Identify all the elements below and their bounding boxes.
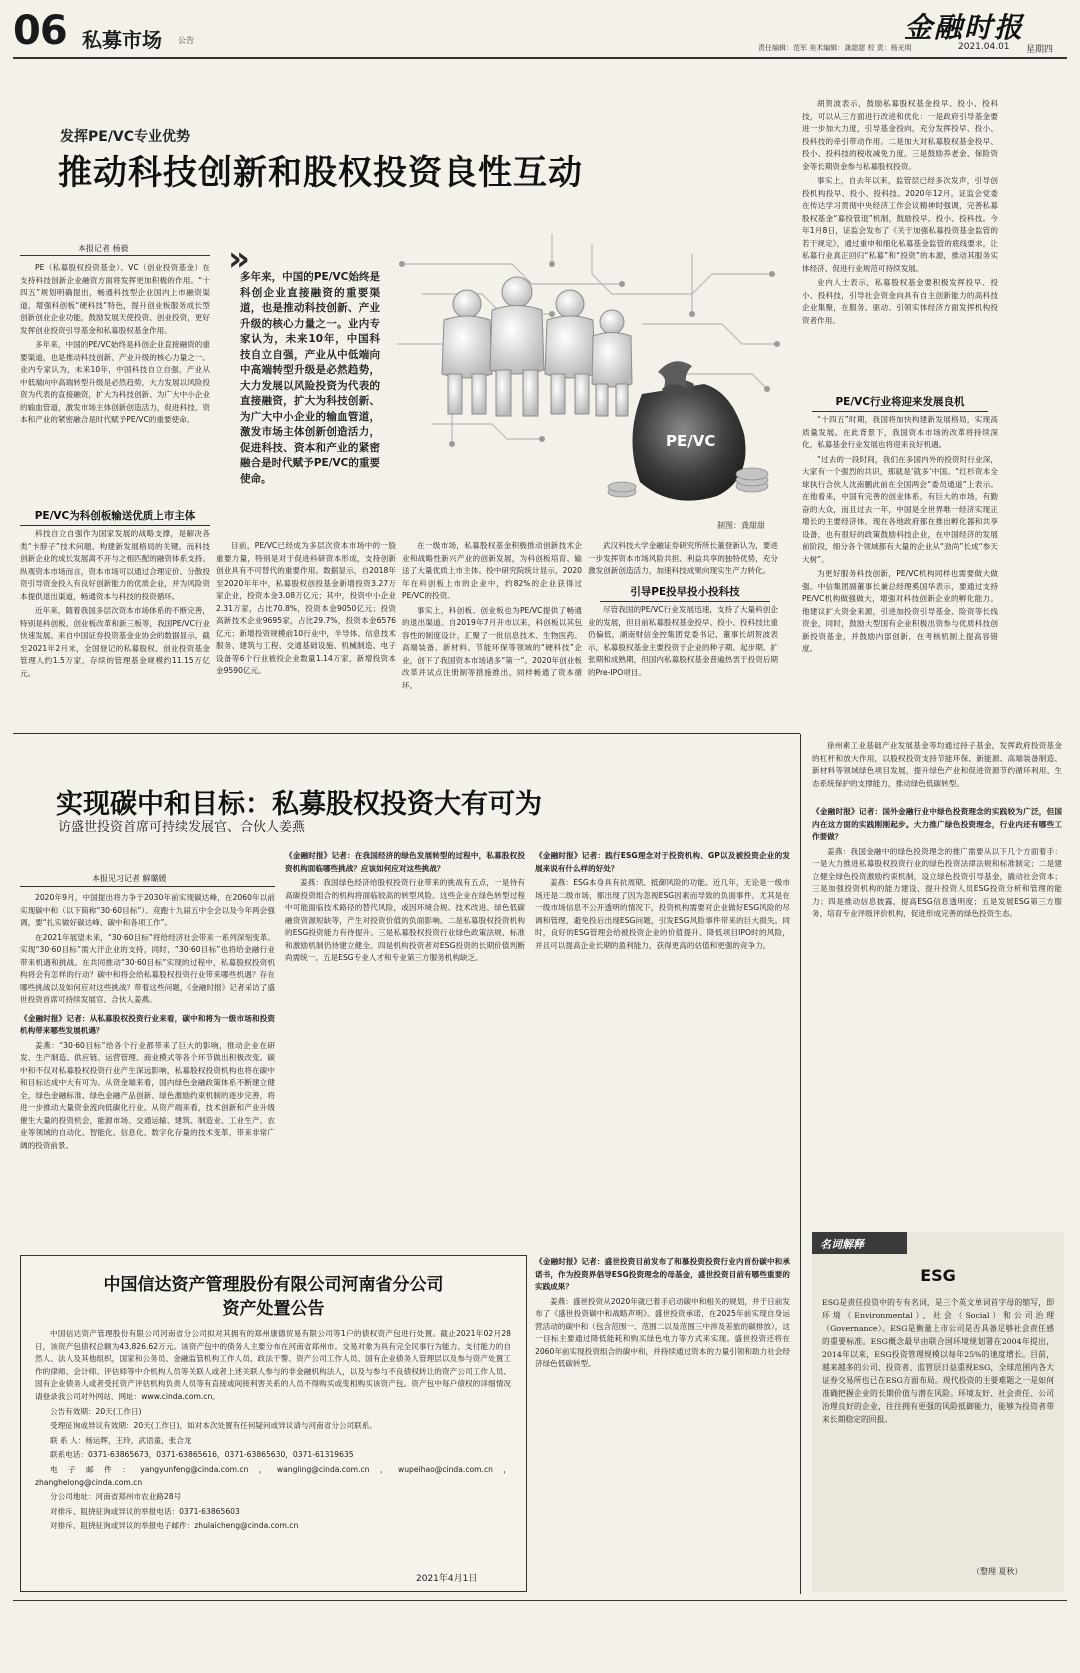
notice-line: 对排斥、阻挠征询或异议的举报电话：0371-63865603 (50, 1506, 240, 1516)
notice-line: 分公司地址：河南省郑州市农业路28号 (50, 1492, 182, 1502)
notice-paragraph: 中国信达资产管理股份有限公司河南省分公司拟对其拥有的郑州康德贸易有限公司等1户的债权资产包进行处置。截止2021年02月28日，该资产包债权总额为43,826.62万元。该资产包中的债务人主要分布在河南省郑州市。交易对象为具有完全民事行为能力、支付能力的自然人、法人及其他组织，国家和公务员、金融监管机构工作人员、政法干警、资产公司工作人员、国有企业债务人管理层以及参与资产处置工作的律师、会计师、评估师等中介机构人员等关联人或者上述关联人参与的非金融机构法人，以及与参与不良债权转让的资产公司工作人员、国有企业债务人或者受托资产评估机构负责人员等有直接或间接利害关系的人员不得购买或变相购买该资产包。资产包中每户债权的详细情况请登录我公司对外网站，网址：www.cinda.com.cn。 (35, 1329, 511, 1401)
masthead (0, 0, 1080, 62)
issue-weekday: 星期四 (1026, 45, 1054, 55)
lead-paragraph: PE（私募股权投资基金）、VC（创业投资基金）在支持科技创新企业融资方面将发挥更加积极的作用。“十四五”规划明确提出，畅通科技型企业国内上市融资渠道，增强科创板“硬科技”特色，提升创业板服务成长型创新创业企业功能，鼓励发展天使投资、创业投资，更好发挥创业投资引导基金和私募股权基金作用。 (20, 263, 210, 335)
article-2-col-2 (285, 846, 525, 1242)
byline-rule (20, 255, 210, 256)
body-paragraph: 事实上，科创板、创业板也为PE/VC提供了畅通的退出渠道。自2019年7月开市以来，科创板以其包容性的制度设计，汇聚了一批信息技术、生物医药、高端装备、新材料、节能环保等领域的“硬科技”企业，创下了我国资本市场诸多“第一”。2020年创业板改革并试点注册制等措施推出，同样畅通了资本循环。 (402, 605, 582, 690)
article-1-col-4 (588, 540, 778, 580)
article-1-headline: 推动科技创新和股权投资良性互动 (58, 153, 583, 193)
pull-quote-box (228, 239, 383, 534)
notice-line: 受理征询或异议有效期：20天(工作日)，如对本次处置有任何疑问或异议请与河南省分公司联系。 (50, 1421, 377, 1431)
body-paragraph: 在一级市场，私募股权基金积极推动创新技术企业和战略性新兴产业的创新发展，为科创板培育、输送了大量优质上市主体。投中研究院统计显示，2020年在科创板上市的企业中，约82%的企业获得过PE/VC的投资。 (402, 541, 582, 600)
editors-line: 责任编辑：范军 美术编辑：龚甜甜 校 责：杨光明 (758, 44, 912, 52)
footer-rule (13, 1600, 1067, 1601)
paper-logo: 金融时报 (904, 11, 1025, 44)
body-paragraph: 为更好服务科技创新，PE/VC机构同样也需要做大做强。中信集团副董事长兼总经理奚国华表示，要通过支持PE/VC机构做强做大，增强对科技创新企业的孵化能力。他建议扩大资金来源，引进加投资引导基金、险资等长线资金，同时，鼓励大型国有企业积极出资参与优质科技创新投资基金，并鼓励内部创新，在考核机制上提高容错度。 (802, 569, 998, 653)
body-paragraph: 胡贺波表示，鼓励私募股权基金投早、投小、投科技，可以从三方面进行改进和优化：一是政府引导基金要进一步加大力度，引导基金投向，充分发挥投早、投小、投科技的牵引带动作用。二是加大对私募股权基金投早、投小、投科技的税收减免力度。三是鼓励养老金、保险资金等长期资金参与私募股权投资。 (802, 99, 998, 171)
lead-paragraph: 多年来，中国的PE/VC始终是科创企业直接融资的重要渠道，也是推动科技创新、产业升级的核心力量之一。业内专家认为，未来10年，中国科技自立自强，产业从中低端向中高端转型升级是必然趋势，大力发展以风险投资为代表的直接融资，扩大为科技创新、为广大中小企业的输血管道，激发市场主体创新创造活力，促进科技、资本和产业的紧密融合是时代赋予PE/VC的重要使命。 (20, 340, 210, 424)
notice-line: 联 系 人：杨运辉，王玲，武语童，张合龙 (50, 1435, 192, 1445)
body-paragraph: 在2021年展望未来，“30·60目标”将给经济社会带来一系列深刻变革。实现“30·60目标”需大汗企业的支持，同时，“30·60目标”也将给金融行业带来机遇和挑战。在共同推动“30·60目标”实现的过程中，私募股权投资机构将会有怎样的行动？碳中和将会给私募股权投资行业带来哪些机遇？存在哪些挑战以及如何应对这些挑战？带着这些问题，《金融时报》记者采访了盛世投资首席可持续发展官、合伙人姜燕。 (20, 932, 275, 1004)
glossary-term: ESG (920, 1266, 956, 1285)
body-paragraph: 尽管我国的PE/VC行业发展迅速，支持了大量科创企业的发展，但目前私募股权基金投早、投小、投科技比重仍偏低，湖南财信金控集团党委书记、董事长胡贺波表示，私募股权基金主要投资于企业的种子期、起步期、扩张期和成熟期，但国内私募股权基金普遍热衷于投资后期的Pre-IPO项目。 (588, 605, 778, 677)
issue-date: 2021.04.01 (958, 42, 1010, 52)
body-paragraph: 目前，PE/VC已经成为多层次资本市场中的一股重要力量，特别是对于促进科研资本形成，支持创新创业具有不可替代的重要作用。数据显示，自2018年至2020年年中，私募股权创投基金新增投资3.27万家企业，投资本金3.08万亿元；其中，投资中小企业2.31万家，占比70.8%，投资本金9050亿元；投资高新技术企业9695家，占比29.7%，投资本金6576亿元；新增投资规模前10行业中，半导体、信息技术服务、建筑与工程、交通基础设施、机械制造、电子设备等6个行业被投企业数量1.14万家，新增投资本金9590亿元。 (216, 541, 396, 675)
body-paragraph: “过去的一段时间，我们在多国内外的投资时行业深，大家有一个强烈的共识，那就是‘就多’中国。“红杉资本全球执行合伙人沈南鹏此前在全国两会“委员通道”上表示。在他看来，中国有完善的创业体系，有巨大的市场，有勤奋的大众，而且过去一年，中国是全世界唯一经济实现正增长的主要经济体。现在各地政府都在推出孵化器和共享设备，也有很好的政策鼓励科技企业，在中国经济的发展前阶段，细分各个领域都有大量的企业从“劲尚”长成“参天大树”。 (802, 454, 998, 564)
article-2-col-3b (535, 1252, 790, 1592)
masthead-rule (13, 57, 1067, 59)
notice-date: 2021年4月1日 (416, 1574, 478, 1584)
body-paragraph: 徐州素工业基础产业发展基金等均通过持子基金，发挥政府投资基金的杠杆和放大作用，以股权投资支持节能环保、新能源、高端装备制造、新材料等领域绿色项目发展，提升绿色产业和促进资源节约循环利用、生态系统保护的支撑能力，推动绿色低碳转型。 (812, 741, 1062, 788)
pull-quote: 多年来，中国的PE/VC始终是科创企业直接融资的重要渠道，也是推动科技创新、产业升级的核心力量之一。业内专家认为，未来10年，中国科技自立自强，产业从中低端向中高端转型升级是必然趋势，大力发展以风险投资为代表的直接融资，扩大为科技创新、为广大中小企业的输血管道，激发市场主体创新创造活力，促进科技、资本和产业的紧密融合是时代赋予PE/VC的重要使命。 (240, 271, 380, 485)
article-1-right-col (802, 98, 998, 388)
qa-question: 《金融时报》记者：盛世投资目前发布了和慕投资投资行业内首份碳中和承诺书，作为投资界倡导ESG投资理念的母基金，盛世投资目前有哪些重要的实践成果？ (535, 1257, 790, 1291)
qa-question: 《金融时报》记者：国外金融行业中绿色投资理念的实践较为广泛，但国内在这方面的实践刚刚起步。大力推广绿色投资理念，行业内还有哪些工作要做？ (812, 807, 1062, 841)
notice-title: 中国信达资产管理股份有限公司河南省分公司 (103, 1275, 444, 1295)
section-subtitle: 公告 (178, 36, 194, 45)
article-1-col-1 (20, 528, 210, 726)
article-1-byline: 本报记者 杨毅 (78, 244, 129, 253)
notice-line: 电子邮件：yangyunfeng@cinda.com.cn，wangling@cinda.com.cn，wupeihao@cinda.com.cn，zhanghelong@cinda.com.cn (35, 1464, 511, 1487)
article-2-subtitle: 访盛世投资首席可持续发展官、合伙人姜燕 (58, 820, 306, 835)
glossary-box (812, 1232, 1064, 1592)
article-2-col-1 (20, 892, 275, 1242)
section-title: 私募市场 (82, 28, 162, 52)
notice-line: 对排斥、阻挠征询或异议的举报电子邮件：zhulaicheng@cinda.com.cn (50, 1521, 299, 1531)
qa-answer: 姜燕：ESG本身具有抗周期、抵御风险的功能。近几年，无论是一级市场还是二级市场，都出现了因为忽视ESG因素而导致的负面事件。尤其是在一级市场信息不公开透明的情况下，投资机构需要对企业做好ESG风险的尽调和管理，避免投后出现ESG问题，引发ESG风险事件带来的巨大损失。同时，良好的ESG管理会给被投资企业的价值提升、降低项目IPO时的风险，并且可以提高企业长期的盈利能力，获得更高的估值和更强的竞争力。 (535, 878, 790, 950)
glossary-tag-label: 名词解释 (820, 1238, 864, 1251)
article-2-right-qa (812, 806, 1062, 1218)
article-1-lead (20, 262, 210, 504)
notice-body (35, 1328, 511, 1568)
glossary-signature: （整理 夏秋） (972, 1567, 1023, 1576)
quote-mark-icon: » (228, 239, 250, 279)
qa-answer: 姜燕：“30·60目标”给各个行业都带来了巨大的影响，推动企业在研发、生产制造、供应链、运营管理、商业模式等各个环节做出积极改变。碳中和不仅对私募股权投资行业产生深远影响，私募股权投资机构也将在碳中和目标达成中大有可为。从资金端来看，国内绿色金融政策体系不断建立健全，绿色金融标准、绿色金融产品创新、绿色激励约束机制的逐步完善，将进一步推动大量资金流向低碳化行业。从资产端来看，技术创新和产业升级催生大量的投资机会，能源市场、交通运输、建筑、制造业、工业生产、农业等领域的自动化、智能化、信息化、数字化存量的技术变革，带来非常广阔的投资前景。 (20, 1040, 275, 1150)
article-2-byline: 本报见习记者 解璐媛 (92, 874, 167, 883)
qa-question: 《金融时报》记者：在我国经济的绿色发展转型的过程中，私募股权投资机构面临哪些挑战？应该如何应对这些挑战？ (285, 851, 525, 873)
pe-vc-illustration (392, 224, 787, 524)
qa-question: 《金融时报》记者：从私募股权投资行业来看，碳中和将为一级市场和投资机构带来哪些发展机遇？ (20, 1013, 275, 1035)
notice-line: 联系电话：0371-63865673，0371-63865616，0371-63865630，0371-61319635 (50, 1450, 354, 1460)
article-1-illustration (392, 224, 787, 524)
article-1-kicker: 发挥PE/VC专业优势 (60, 129, 191, 145)
article-2-headline: 实现碳中和目标：私募股权投资大有可为 (56, 789, 542, 820)
body-paragraph: 业内人士表示，私募股权基金要积极发挥投早、投小、投科技，引导社会资金向具有自主创新能力的高科技企业集聚，在服务、驱动、引领实体经济方面发挥机构投资者作用。 (802, 278, 998, 325)
body-paragraph: 事实上，自去年以来，监管层已经多次发声，引导创投机构投早、投小、投科技。2020年12月，证监会党委在传达学习贯彻中央经济工作会议精神时强调，完善私募股权基金“募投管退”机制，鼓励投早、投小、投科技。今年1月8日，证监会发布了《关于加强私募投资基金监管的若干规定》，通过重申和细化私募基金监管的底线要求，让私募行业真正回归“私募”和“投资”的本源，推动其服务实体经济、促进行业规范可持续发展。 (802, 176, 998, 273)
article-1-col-4b (588, 604, 778, 726)
qa-question: 《金融时报》记者：践行ESG理念对于投资机构、GP以及被投资企业的发展来说有什么样的好处？ (535, 851, 790, 873)
notice-line: 公告有效期：20天(工作日) (50, 1406, 142, 1416)
body-paragraph: “十四五”时期，我国将加快构建新发展格局，实现高质量发展。在此背景下，我国资本市场的改革将持续深化，私募基金行业发展也将迎来良好机遇。 (802, 415, 998, 449)
qa-answer: 姜燕：我国金融中的绿色投资理念的推广需要从以下几个方面着手：一是大力推进私募股权投资行业的绿色投资法律法规和标准制定；二是建立健全绿色投资激励约束机制，设立绿色投资引导基金，撬动社会资本；三是加强投资机构的能力建设，提升投资人员ESG投资分析和管理的能力；四是推动信息披露，提高ESG信息透明度；五是发展ESG第三方服务，培育专业评级评价机构，促进形成完善的绿色投资生态。 (812, 846, 1062, 918)
body-paragraph: 武汉科技大学金融证券研究所所长董登新认为，要进一步发挥资本市场风险共担、利益共享的独特优势，充分激发创新创造活力，加速科技成果向现实生产力转化。 (588, 541, 778, 575)
notice-subtitle: 资产处置公告 (222, 1299, 325, 1319)
bag-label: PE/VC (666, 432, 716, 450)
article-1-col-3 (402, 540, 582, 726)
page-number: 06 (13, 8, 67, 54)
image-credit: 制图：龚甜甜 (717, 521, 765, 530)
body-paragraph: 科技自立自强作为国家发展的战略支撑，是解决各类“卡脖子”技术问题、构建新发展格局的关键。而科技创新企业的成长发展离不开与之相匹配的融资体系支持。纵观资本市场而言，资本市场可以通过合理定价、分散投资引导资金投入有良好创新能力的优质企业，并为风险资本提供退出渠道，畅通资本与科技的投资循环。 (20, 529, 210, 601)
article-divider (13, 733, 800, 734)
body-paragraph: 近年来，随着我国多层次资本市场体系的不断完善，特别是科创板、创业板改革和新三板等，我国PE/VC行业快速发展。来自中国证券投资基金业协会的数据显示，截至2021年2月末，全国登记的私募股权、创业投资基金管理人约1.5万家，存续的管理基金规模约11.15万亿元。 (20, 606, 210, 678)
qa-answer: 姜燕：我国绿色经济给股权投资行业带来的挑战有五点，一是待有高碳投资组合的机构将面临较高的转型风险。这些企业在绿色转型过程中可能面临技术路径的替代风险，或因环境合规、技术改进、绿色低碳融资资源短缺等，产生对投资价值的负面影响。二是私募股权投资机构的ESG投资能力有待提升。三是私募股权投资行业绿色政策法规、标准和激励机制仍待建立健全。四是机构投资者对ESG投资的长期价值判断尚需统一。五是ESG专业人才和专业第三方服务机构缺乏。 (285, 878, 525, 962)
glossary-text: ESG是责任投资中的专有名词，是三个英文单词首字母的缩写，即环境（Environmental）、社会（Social）和公司治理（Governance）。ESG是衡量上市公司是否具备足够社会责任感的重要标准。ESG概念最早由联合国环境规划署在2004年提出，2014年以来，ESG投资管理规模以每年25%的速度增长。目前，越来越多的公司、投资者、监管层日益重视ESG，全球范围内各大证券交易所也已在ESG方面布局。现代投资的主要难题之一是如何准确把握企业的长期价值与潜在风险。环境友好、社会责任、公司治理良好的企业，往往拥有更强的风险抵御能力，能够为投资者带来长期稳定的回报。 (822, 1298, 1054, 1424)
article-2-right-col (812, 740, 1062, 800)
body-paragraph: 2020年9月，中国提出将力争于2030年前实现碳达峰，在2060年以前实现碳中和（以下简称“30·60目标”）。竞跑十九届五中全会以及今年两会强调，要“扎实做好碳达峰、碳中和各项工作”。 (20, 893, 275, 927)
right-column-divider (800, 734, 801, 1594)
article-1-right-col-2 (802, 414, 998, 726)
notice-box (20, 1255, 527, 1592)
article-2-col-3 (535, 846, 790, 1246)
subhead-early-investing: 引导PE投早投小投科技 (600, 584, 770, 602)
subhead-development-opportunity: PE/VC行业将迎来发展良机 (812, 394, 988, 412)
article-1-col-2 (216, 540, 396, 726)
qa-answer: 姜燕：盛世投资从2020年就已着手启动碳中和相关的规划，并于日前发布了《盛世投资碳中和战略声明》。盛世投资承诺，在2025年前实现自身运营活动的碳中和（包含范围一、范围二以及范围三中涉及差旅的碳排放），这一目标主要通过降低能耗和购买绿色电力等方式来实现。盛世投资还将在2060年前实现投资组合的碳中和，并持续通过资本的力量引领和助力社会经济绿色低碳转型。 (535, 1296, 790, 1368)
byline-2-rule (20, 886, 275, 887)
subhead-pe-vc-kechuang: PE/VC为科创板输送优质上市主体 (20, 508, 210, 526)
